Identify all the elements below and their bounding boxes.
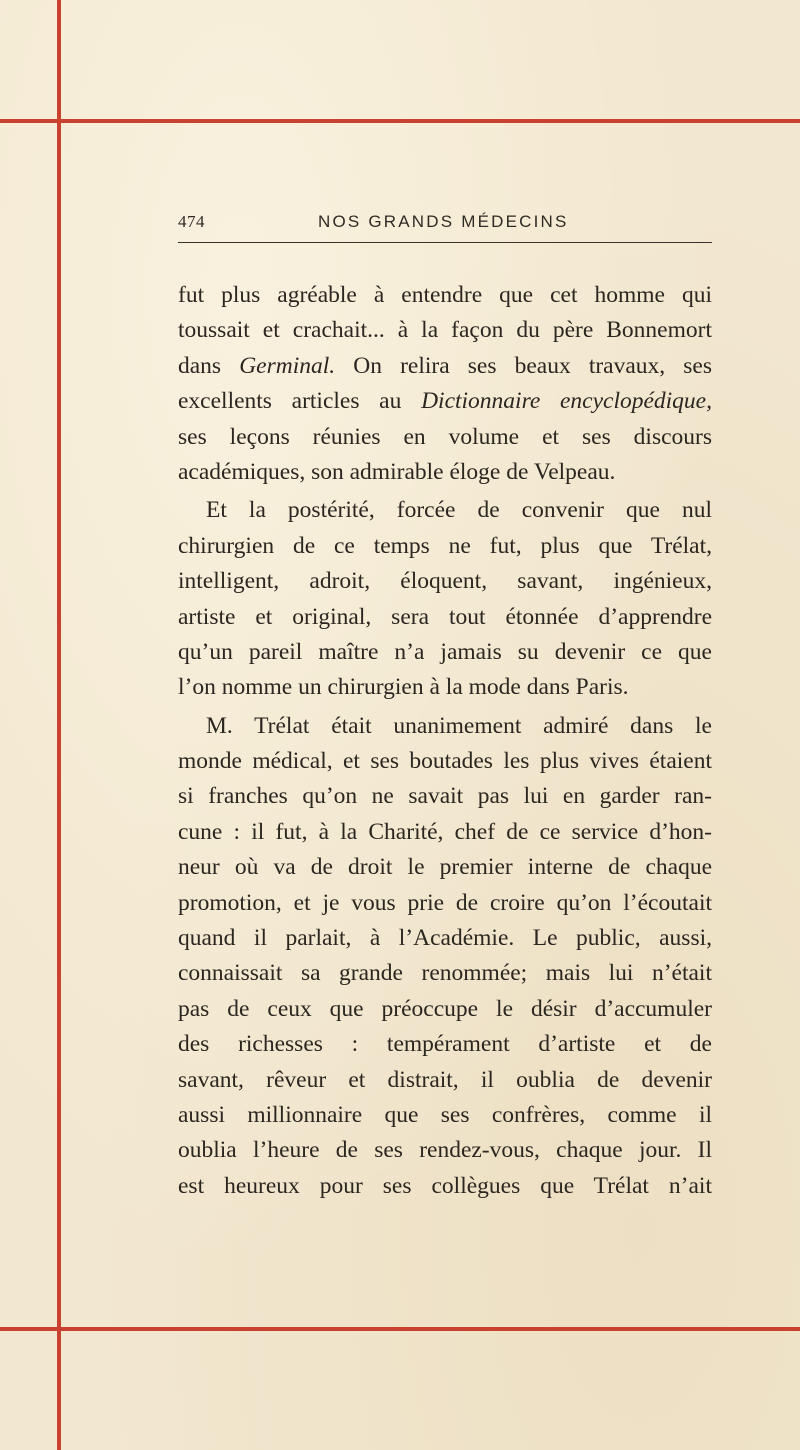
text-line: cune : il fut, à la Charité, chef de ce service d’hon- <box>178 818 712 845</box>
text-line: des richesses : tempérament d’artiste et de <box>178 1031 712 1058</box>
text-line: qu’un pareil maître n’a jamais su devenir ce que <box>178 638 712 665</box>
text-line: si franches qu’on ne savait pas lui en garder ran- <box>178 783 712 810</box>
text-line <box>178 349 712 384</box>
text-line: aussi millionnaire que ses confrères, comme il <box>178 1101 712 1128</box>
body-text <box>178 278 712 1204</box>
text-line: est heureux pour ses collègues que Trélat n’ait <box>178 1172 712 1199</box>
text-fragment: On relira ses beaux travaux, ses <box>335 352 712 379</box>
text-line: promotion, et je vous prie de croire qu’on l’écoutait <box>178 889 712 916</box>
paragraph-1 <box>178 278 712 490</box>
paragraph-3 <box>178 709 712 1204</box>
running-title: NOS GRANDS MÉDECINS <box>318 212 569 231</box>
text-line: chirurgien de ce temps ne fut, plus que Trélat, <box>178 532 712 559</box>
text-fragment: excellents articles au <box>178 388 422 415</box>
text-line: l’on nomme un chirurgien à la mode dans Paris. <box>178 674 629 701</box>
text-line: oublia l’heure de ses rendez-vous, chaque jour. Il <box>178 1137 712 1164</box>
text-line: neur où va de droit le premier interne de chaque <box>178 854 712 881</box>
text-line: fut plus agréable à entendre que cet homme qui <box>178 282 712 308</box>
text-line: savant, rêveur et distrait, il oublia de devenir <box>178 1066 712 1093</box>
text-line: monde médical, et ses boutades les plus vives étaient <box>178 748 712 775</box>
text-line: ses leçons réunies en volume et ses discours <box>178 423 712 450</box>
page-number: 474 <box>178 212 205 231</box>
paragraph-2 <box>178 493 712 705</box>
margin-rule-bottom <box>0 1327 800 1331</box>
margin-rule-vertical <box>57 0 61 1450</box>
text-line: artiste et original, sera tout étonnée d’apprendre <box>178 603 712 630</box>
text-line <box>178 384 712 419</box>
italic-title-germinal: Germinal. <box>239 352 336 379</box>
italic-title-dictionnaire: Dictionnaire encyclopédique, <box>421 388 712 415</box>
page-header <box>178 212 712 238</box>
text-line: quand il parlait, à l’Académie. Le public, aussi, <box>178 925 712 952</box>
text-line: toussait et crachait... à la façon du père Bonnemort <box>178 317 712 344</box>
text-line: M. Trélat était unanimement admiré dans le <box>206 712 712 739</box>
text-line: Et la postérité, forcée de convenir que nul <box>206 497 712 524</box>
text-fragment: dans <box>178 352 240 379</box>
header-rule <box>178 242 712 243</box>
margin-rule-top <box>0 119 800 123</box>
text-line: intelligent, adroit, éloquent, savant, ingénieux, <box>178 568 712 595</box>
text-line: académiques, son admirable éloge de Velpeau. <box>178 458 616 485</box>
text-line: pas de ceux que préoccupe le désir d’accumuler <box>178 995 712 1022</box>
text-line: connaissait sa grande renommée; mais lui n’était <box>178 960 712 987</box>
